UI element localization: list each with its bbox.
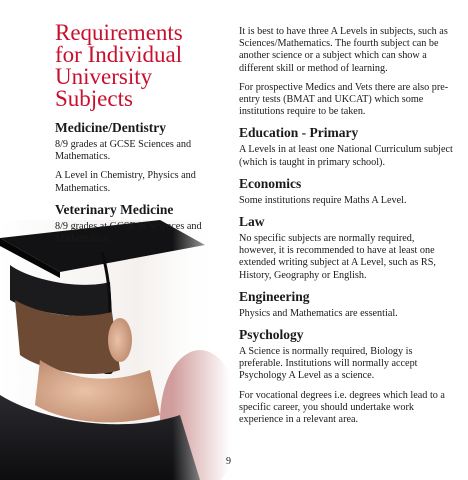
section-heading: Psychology bbox=[239, 327, 304, 343]
title-line: University bbox=[55, 64, 153, 89]
section-veterinary-medicine bbox=[55, 202, 215, 245]
section-heading: Engineering bbox=[239, 288, 310, 304]
section-text: A Level in Chemistry, Physics and Mathematics. bbox=[55, 170, 196, 194]
section-economics bbox=[239, 176, 454, 207]
section-heading: Medicine/Dentistry bbox=[55, 120, 166, 135]
intro-text: For prospective Medics and Vets there are also pre-entry tests (BMAT and UKCAT) which some institutions require to be taken. bbox=[239, 81, 449, 118]
section-text: Physics and Mathematics are essential. bbox=[239, 307, 398, 319]
section-text: A Levels in at least one National Curriculum subject (which is taught in primary school). bbox=[239, 144, 453, 168]
section-medicine-dentistry bbox=[55, 120, 215, 195]
section-heading: Veterinary Medicine bbox=[55, 201, 174, 217]
section-law bbox=[239, 214, 454, 282]
section-education-primary bbox=[239, 125, 454, 168]
left-column bbox=[55, 22, 215, 252]
section-heading: Education - Primary bbox=[239, 125, 359, 141]
right-column bbox=[239, 26, 454, 433]
section-text: Some institutions require Maths A Level. bbox=[239, 194, 407, 206]
title-line: Subjects bbox=[55, 86, 133, 111]
page-number: 9 bbox=[226, 456, 231, 467]
section-text: A Science is normally required, Biology is preferable. Institutions will normally accept Psychology A Level as a science. bbox=[239, 346, 418, 382]
section-heading: Economics bbox=[239, 175, 302, 191]
graduate-photo bbox=[0, 220, 230, 480]
section-text: No specific subjects are normally required, however, it is recommended to have at least one extended writing subject at A Level, such as RS, History, Geography or English. bbox=[239, 233, 436, 281]
title-line: Requirements bbox=[55, 20, 183, 45]
section-engineering bbox=[239, 289, 454, 320]
title-line: for Individual bbox=[55, 42, 183, 67]
section-heading: Law bbox=[239, 214, 265, 230]
page-title bbox=[55, 22, 215, 110]
section-text: 8/9 grades at GCSE in Sciences and Mathematics. bbox=[55, 220, 202, 245]
section-psychology bbox=[239, 327, 454, 426]
section-text: 8/9 grades at GCSE Sciences and Mathematics. bbox=[55, 139, 192, 163]
intro-text: It is best to have three A Levels in subjects, such as Sciences/Mathematics. The fourth subject can be another science or a subject which can show a different skill or method of learning. bbox=[239, 26, 448, 74]
section-text: For vocational degrees i.e. degrees which lead to a specific career, you should undertake work experience in a relevant area. bbox=[239, 389, 445, 426]
